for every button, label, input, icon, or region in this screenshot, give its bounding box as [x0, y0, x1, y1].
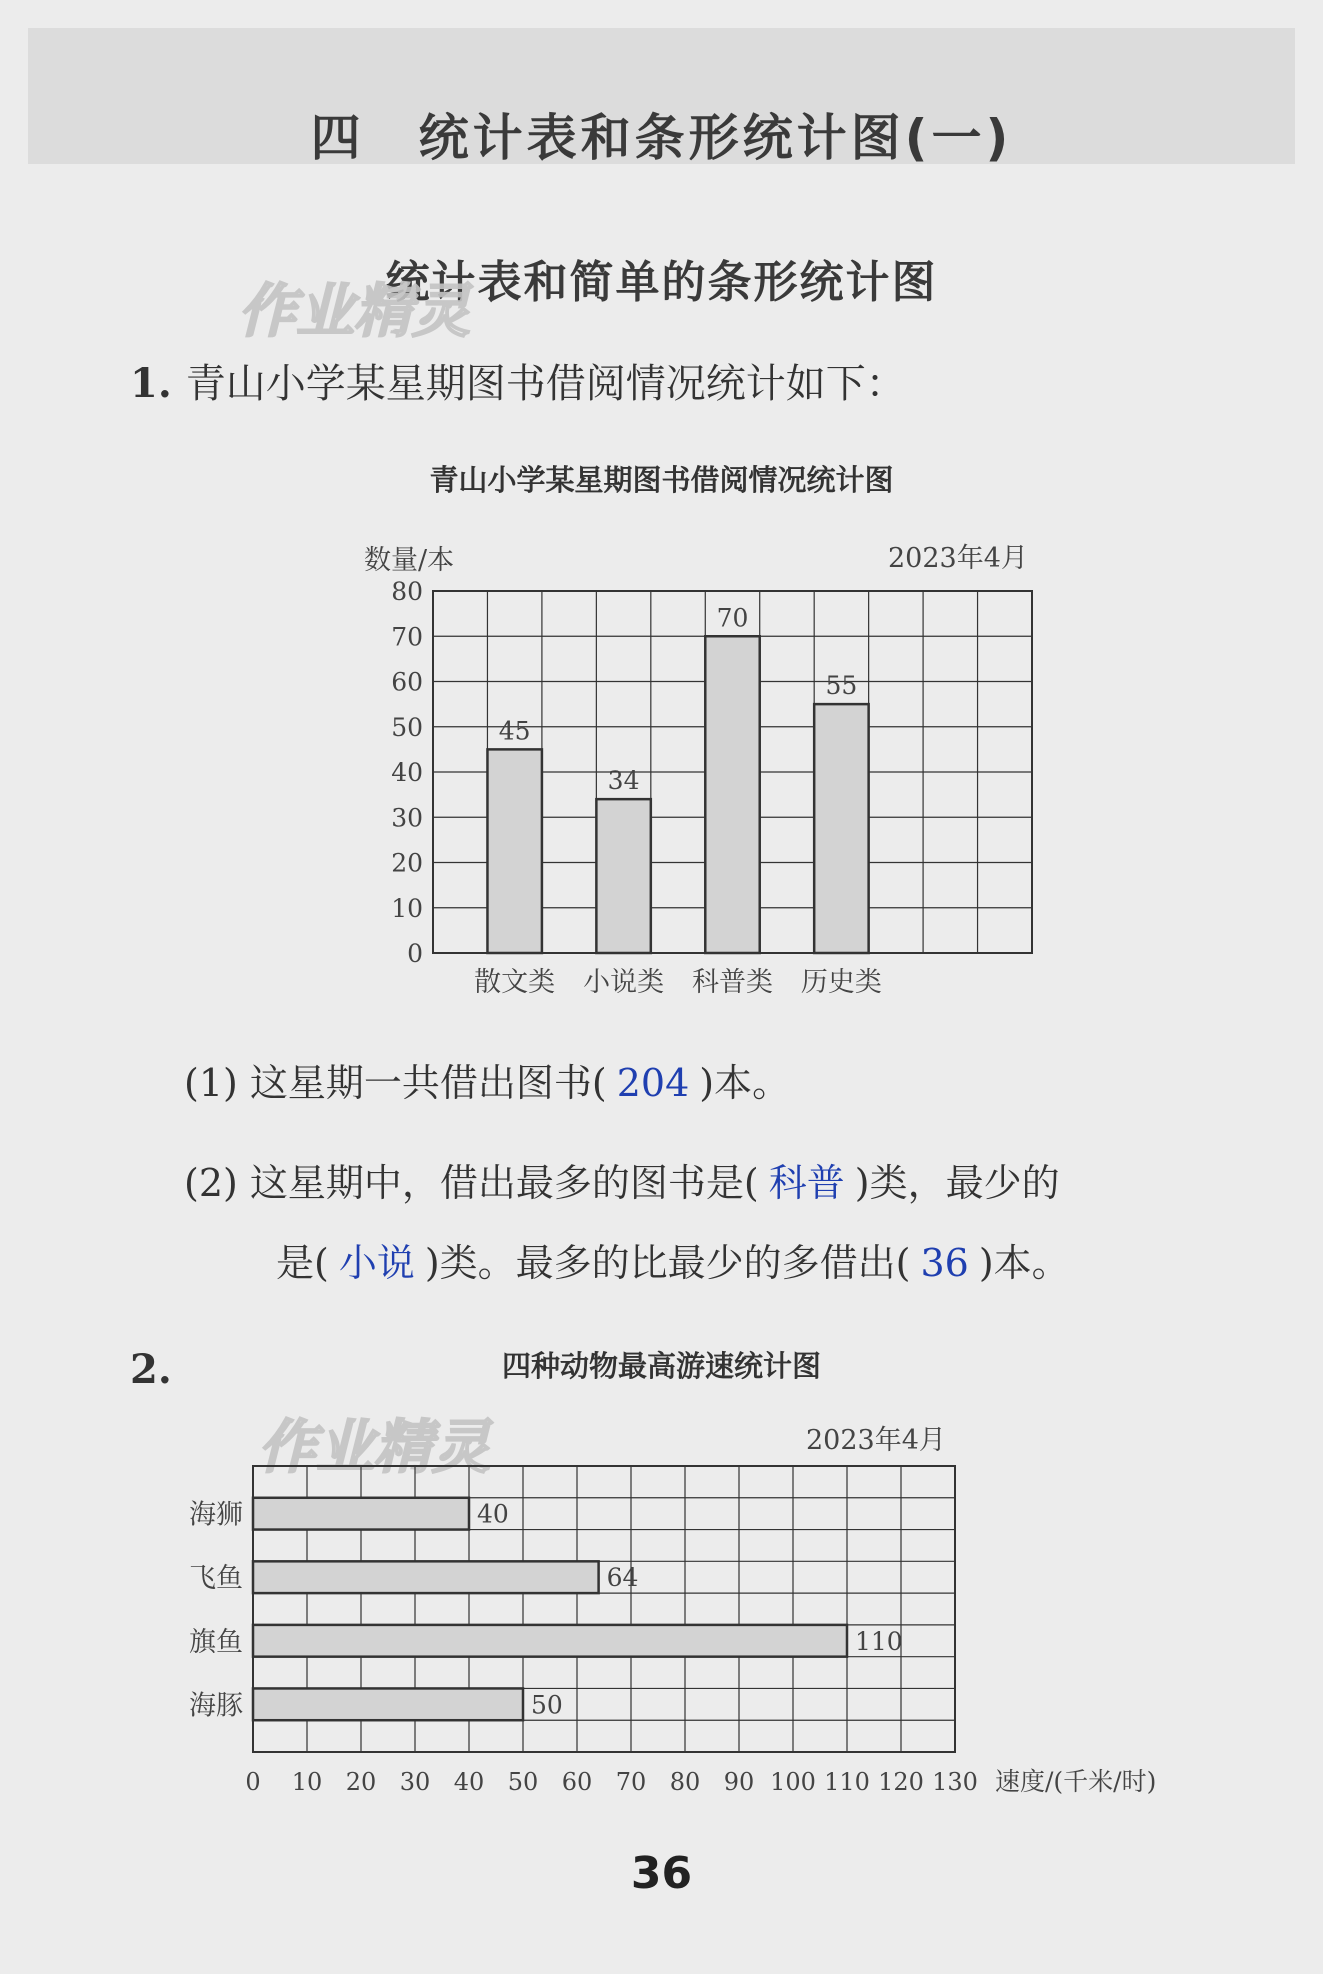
sub-1-suffix: )本。 — [699, 1061, 791, 1105]
sub-2-prefix: (2) 这星期中，借出最多的图书是( — [184, 1161, 759, 1205]
answer-3: 小说 — [338, 1241, 415, 1285]
chart-2-bar — [253, 1625, 847, 1657]
chart-2-xtick-label: 70 — [615, 1768, 647, 1796]
chart-1-data-label: 45 — [498, 716, 531, 746]
chart-2-xtick-label: 20 — [345, 1768, 377, 1796]
answer-4: 36 — [920, 1241, 969, 1285]
chart-1-title: 青山小学某星期图书借阅情况统计图 — [429, 463, 894, 497]
chart-1-ylabel: 数量/本 — [364, 545, 455, 576]
chart-2-xtick-label: 0 — [245, 1768, 261, 1796]
chart-1-ytick-label: 10 — [391, 893, 423, 923]
chart-2-category-label: 旗鱼 — [189, 1626, 243, 1658]
sub-1-prefix: (1) 这星期一共借出图书( — [184, 1061, 607, 1105]
chart-2-xtick-label: 120 — [878, 1768, 924, 1796]
chart-2-bar — [253, 1498, 469, 1530]
chart-1-ytick-label: 0 — [407, 939, 423, 968]
chart-2-category-label: 飞鱼 — [189, 1563, 243, 1595]
chart-2-data-label: 110 — [855, 1626, 903, 1656]
answer-1: 204 — [616, 1061, 690, 1105]
chart-2-xtick-label: 130 — [932, 1768, 978, 1796]
chart-2-xlabel: 速度/(千米/时) — [995, 1767, 1157, 1796]
chart-1-data-label: 55 — [825, 671, 858, 701]
section-title: 统计表和简单的条形统计图 — [385, 257, 938, 308]
chart-2-xtick-label: 30 — [399, 1768, 431, 1796]
page-number: 36 — [630, 1848, 693, 1899]
chart-1-data-label: 34 — [607, 766, 640, 796]
chart-1-ytick-label: 50 — [391, 712, 423, 742]
chart-1-category-label: 小说类 — [583, 967, 665, 998]
chart-2-xtick-label: 100 — [770, 1768, 816, 1796]
chart-2-data-label: 64 — [606, 1563, 639, 1593]
chart-1-category-label: 历史类 — [800, 967, 882, 998]
chart-1-ytick-label: 40 — [391, 758, 423, 787]
sub-3-suffix: )本。 — [978, 1241, 1070, 1285]
chart-1-ytick-label: 60 — [391, 667, 423, 697]
chart-1-ytick-label: 70 — [391, 622, 423, 652]
chart-2-xtick-label: 90 — [723, 1768, 755, 1796]
chart-2-xtick-label: 50 — [507, 1768, 539, 1796]
chart-2-xtick-label: 80 — [669, 1768, 701, 1796]
chapter-title: 四 统计表和条形统计图(一) — [310, 109, 1013, 167]
chart-2-title: 四种动物最高游速统计图 — [501, 1349, 821, 1383]
chart-1-data-label: 70 — [716, 603, 749, 633]
sub-3-prefix: 是( — [276, 1241, 329, 1285]
chart-2-bar — [253, 1561, 599, 1593]
chart-2-data-label: 50 — [531, 1690, 563, 1720]
chart-1-ytick-label: 30 — [391, 803, 423, 833]
watermark: 作业精灵 — [238, 277, 471, 345]
chart-2-date: 2023年4月 — [806, 1425, 946, 1456]
chart-2-xtick-label: 60 — [561, 1768, 593, 1796]
answer-2: 科普 — [768, 1161, 845, 1205]
sub-2-suffix: )类，最少的 — [854, 1161, 1060, 1205]
chart-2-category-label: 海狮 — [189, 1499, 243, 1531]
watermark-2: 作业精灵 — [258, 1413, 491, 1481]
chart-1-date: 2023年4月 — [888, 543, 1028, 574]
chart-2-data-label: 40 — [477, 1499, 509, 1529]
question-2-number: 2. — [130, 1346, 172, 1393]
chart-2-category-label: 海豚 — [189, 1690, 243, 1722]
question-1-number: 1. — [130, 360, 172, 407]
chart-1-category-label: 散文类 — [474, 967, 556, 998]
sub-3-mid: )类。最多的比最少的多借出( — [424, 1241, 911, 1285]
question-1-text: 青山小学某星期图书借阅情况统计如下： — [185, 361, 906, 407]
chart-1-ytick-label: 80 — [391, 577, 423, 606]
chart-2-xtick-label: 110 — [824, 1768, 870, 1796]
chart-1-category-label: 科普类 — [692, 967, 773, 998]
chart-2-xtick-label: 10 — [291, 1768, 323, 1796]
chart-2-xtick-label: 40 — [453, 1768, 485, 1796]
chart-2-bar — [253, 1688, 523, 1720]
chart-1-ytick-label: 20 — [391, 848, 423, 878]
